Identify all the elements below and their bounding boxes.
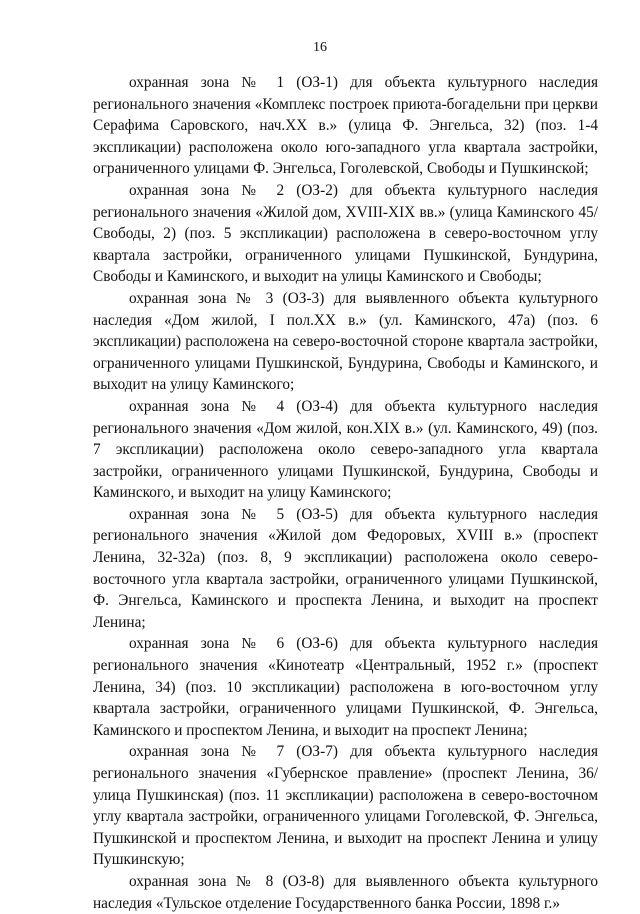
paragraph-protection-zone-4: охранная зона № 4 (ОЗ-4) для объекта культурного наследия регионального значения «Дом жилой, кон.XIX в.» (ул. Каминского, 49) (поз. 7 экспликации) расположена около северо-западного угла квартала застройки, ограниченного улицами Пушкинской, Бундурина, Свободы и Каминского, и выходит на улицу Каминского;: [93, 397, 598, 502]
paragraph-protection-zone-2: охранная зона № 2 (ОЗ-2) для объекта культурного наследия регионального значения «Жилой дом, XVIII-XIX вв.» (улица Каминского 45/ Свободы, 2) (поз. 5 экспликации) расположена в северо-восточном углу квартала застройки, ограниченного улицами Пушкинской, Бундурина, Свободы и Каминского, и выходит на улицы Каминского и Свободы;: [93, 181, 598, 286]
paragraph-protection-zone-5: охранная зона № 5 (ОЗ-5) для объекта культурного наследия регионального значения «Жилой дом Федоровых, XVIII в.» (проспект Ленина, 32-32а) (поз. 8, 9 экспликации) расположена около северо-восточного угла квартала застройки, ограниченного улицами Пушкинской, Ф. Энгельса, Каминского и проспекта Ленина, и выходит на проспект Ленина;: [93, 505, 598, 631]
paragraph-protection-zone-8: охранная зона № 8 (ОЗ-8) для выявленного объекта культурного наследия «Тульское отделение Государственного банка России, 1898 г.»: [93, 872, 598, 912]
paragraph-protection-zone-1: охранная зона № 1 (ОЗ-1) для объекта культурного наследия регионального значения «Комплекс построек приюта-богадельни при церкви Серафима Саровского, нач.XX в.» (улица Ф. Энгельса, 32) (поз. 1-4 экспликации) расположена около юго-западного угла квартала застройки, ограниченного улицами Ф. Энгельса, Гоголевской, Свободы и Пушкинской;: [93, 74, 598, 178]
paragraph-protection-zone-6: охранная зона № 6 (ОЗ-6) для объекта культурного наследия регионального значения «Кинотеатр «Центральный, 1952 г.» (проспект Ленина, 34) (поз. 10 экспликации) расположена в юго-восточном углу квартала застройки, ограниченного улицами Пушкинской, Ф. Энгельса, Каминского и проспектом Ленина, и выходит на проспект Ленина;: [93, 635, 598, 739]
page-number: 16: [313, 40, 327, 55]
document-body: [93, 72, 598, 914]
paragraph-protection-zone-3: охранная зона № 3 (ОЗ-3) для выявленного объекта культурного наследия «Дом жилой, I пол.XX в.» (ул. Каминского, 47а) (поз. 6 экспликации) расположена на северо-восточной стороне квартала застройки, ограниченного улицами Пушкинской, Бундурина, Свободы и Каминского, и выходит на улицу Каминского;: [93, 289, 598, 394]
paragraph-protection-zone-7: охранная зона № 7 (ОЗ-7) для объекта культурного наследия регионального значения «Губернское правление» (проспект Ленина, 36/улица Пушкинская) (поз. 11 экспликации) расположена в северо-восточном углу квартала застройки, ограниченного улицами Гоголевской, Ф. Энгельса, Пушкинской и проспектом Ленина, и выходит на проспект Ленина и улицу Пушкинскую;: [93, 743, 598, 869]
